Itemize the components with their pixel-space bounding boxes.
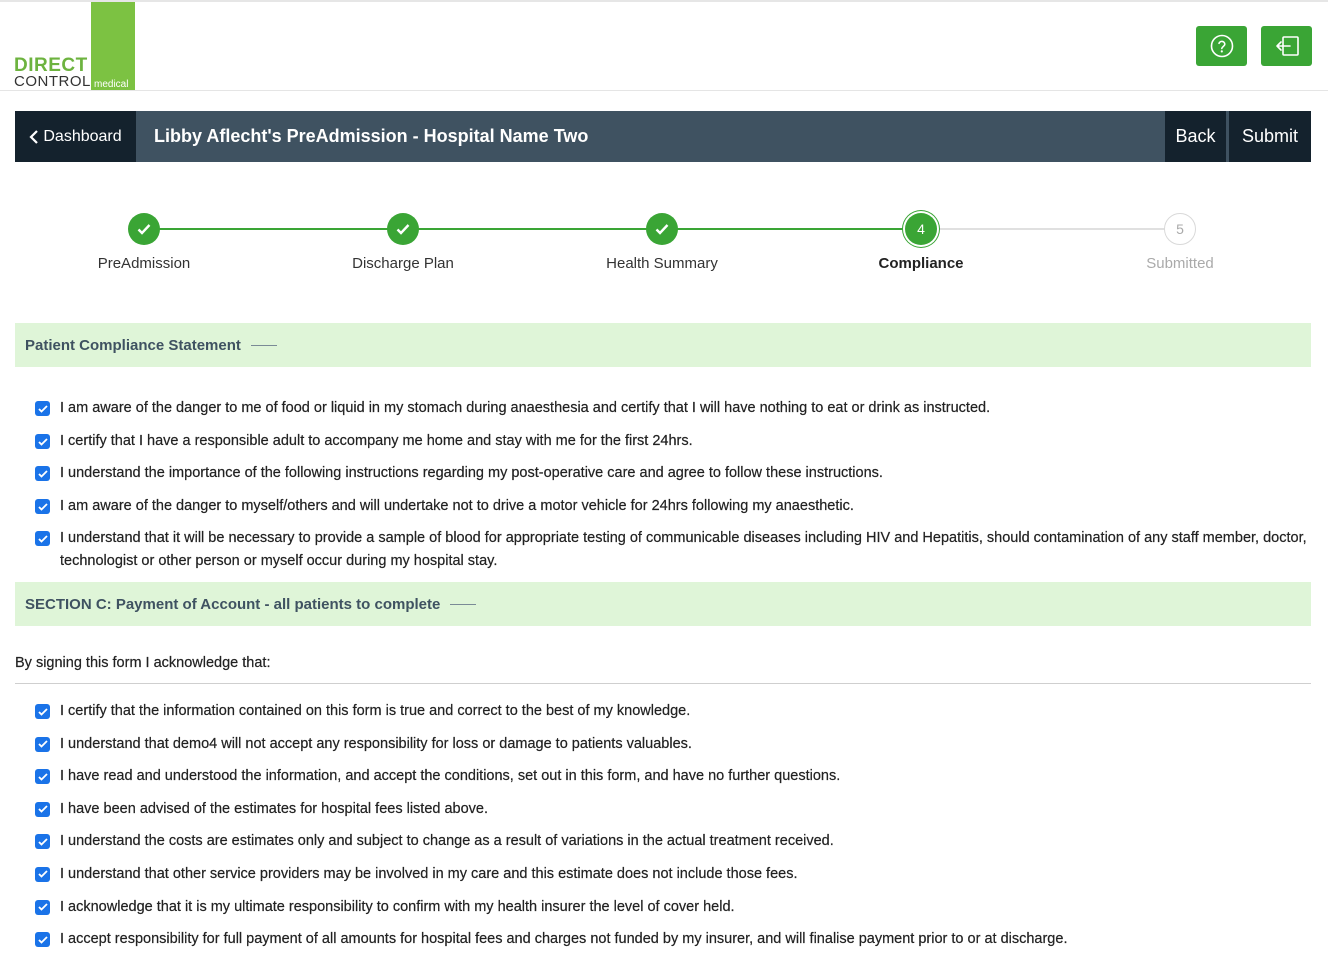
payment-item-text: I have been advised of the estimates for hospital fees listed above.: [60, 800, 489, 817]
progress-stepper: [0, 205, 1328, 285]
payment-item: [35, 798, 1310, 831]
payment-item: [35, 733, 1310, 766]
compliance-item-text: I am aware of the danger to me of food or liquid in my stomach during anaesthesia and certify that I will have nothing to eat or drink as instructed.: [60, 400, 991, 416]
payment-item-text: I certify that the information contained on this form is true and correct to the best of my knowledge.: [60, 703, 691, 719]
compliance-item: [35, 397, 1310, 430]
payment-item-text: I have read and understood the information, and accept the conditions, set out in this form, and have no further questions.: [60, 768, 841, 785]
logo-line-3: medical: [94, 79, 129, 90]
step-5-circle: 5: [1164, 213, 1196, 245]
checkbox-checked[interactable]: [35, 499, 50, 514]
stepper-line-pending: [921, 228, 1180, 230]
step-4-label[interactable]: Compliance: [878, 255, 964, 272]
payment-checklist: [35, 700, 1310, 961]
logo-block: [91, 2, 135, 90]
compliance-section-title: Patient Compliance Statement: [25, 336, 241, 354]
step-3-check-icon[interactable]: [646, 213, 678, 245]
checkbox-checked[interactable]: [35, 466, 50, 481]
payment-item-text: I accept responsibility for full payment of all amounts for hospital fees and charges not funded by my insurer, and will finalise payment prior to or at discharge.: [60, 931, 1068, 948]
back-button[interactable]: Back: [1165, 111, 1226, 162]
checkbox-checked[interactable]: [35, 704, 50, 719]
step-4-circle[interactable]: 4: [905, 213, 937, 245]
step-3-label[interactable]: Health Summary: [606, 255, 718, 272]
checkbox-checked[interactable]: [35, 802, 50, 817]
payment-item-text: I acknowledge that it is my ultimate responsibility to confirm with my health insurer the level of cover held.: [60, 898, 735, 915]
compliance-item-text: I certify that I have a responsible adult to accompany me home and stay with me for the first 24hrs.: [60, 433, 693, 449]
compliance-item: [35, 495, 1310, 527]
logout-button[interactable]: [1261, 26, 1312, 66]
payment-item: [35, 830, 1310, 863]
payment-section-title: SECTION C: Payment of Account - all patients to complete: [25, 595, 441, 613]
app-header: [0, 0, 1328, 91]
payment-item: [35, 896, 1310, 929]
checkbox-checked[interactable]: [35, 531, 50, 546]
submit-button[interactable]: Submit: [1229, 111, 1311, 162]
compliance-item: [35, 462, 1310, 495]
step-1-label[interactable]: PreAdmission: [97, 255, 191, 272]
payment-section-header: [15, 582, 1311, 626]
logo-line-2: CONTROL: [14, 73, 91, 90]
payment-item-text: I understand that other service providers may be involved in my care and this estimate does not include those fees.: [60, 865, 798, 882]
chevron-left-icon: [29, 130, 39, 144]
checkbox-checked[interactable]: [35, 769, 50, 784]
compliance-item-text: I am aware of the danger to myself/others and will undertake not to drive a motor vehicle for 24hrs following my anaesthetic.: [60, 498, 854, 514]
checkbox-checked[interactable]: [35, 932, 50, 947]
acknowledge-intro: By signing this form I acknowledge that:: [15, 655, 271, 671]
sign-out-icon: [1274, 35, 1300, 57]
question-circle-icon: [1210, 34, 1234, 58]
checkbox-checked[interactable]: [35, 834, 50, 849]
title-bar: [15, 111, 1311, 162]
step-2-label[interactable]: Discharge Plan: [352, 255, 454, 272]
checkbox-checked[interactable]: [35, 867, 50, 882]
payment-item: [35, 765, 1310, 798]
divider: [15, 683, 1311, 684]
payment-item: [35, 700, 1310, 733]
step-1-check-icon[interactable]: [128, 213, 160, 245]
payment-item-text: I understand the costs are estimates only and subject to change as a result of variations in the actual treatment received.: [60, 833, 834, 850]
step-2-check-icon[interactable]: [387, 213, 419, 245]
compliance-item-text: I understand the importance of the following instructions regarding my post-operative care and agree to follow these instructions.: [60, 465, 883, 481]
dashboard-label: Dashboard: [43, 127, 122, 145]
payment-item: [35, 863, 1310, 896]
compliance-section-header: [15, 323, 1311, 367]
compliance-item-text: I understand that it will be necessary to provide a sample of blood for appropriate testing of communicable diseases including HIV and Hepatitis, should contamination of any staff member, doctor, technologist or other person or myself occur during my hospital stay.: [60, 530, 1307, 569]
payment-item-text: I understand that demo4 will not accept any responsibility for loss or damage to patients valuables.: [60, 735, 692, 752]
compliance-checklist: [35, 397, 1310, 573]
dashboard-button[interactable]: [15, 111, 136, 162]
checkbox-checked[interactable]: [35, 900, 50, 915]
step-5-label: Submitted: [1146, 255, 1214, 272]
compliance-item: [35, 430, 1310, 462]
checkbox-checked[interactable]: [35, 401, 50, 416]
logo: [14, 2, 136, 90]
logo-line-1: DIRECT: [14, 55, 88, 76]
payment-item: [35, 928, 1310, 961]
page-title: Libby Aflecht's PreAdmission - Hospital Name Two: [154, 126, 589, 146]
checkbox-checked[interactable]: [35, 737, 50, 752]
help-button[interactable]: [1196, 26, 1247, 66]
compliance-item: [35, 527, 1310, 573]
stepper-line-complete: [144, 228, 921, 230]
checkbox-checked[interactable]: [35, 434, 50, 449]
